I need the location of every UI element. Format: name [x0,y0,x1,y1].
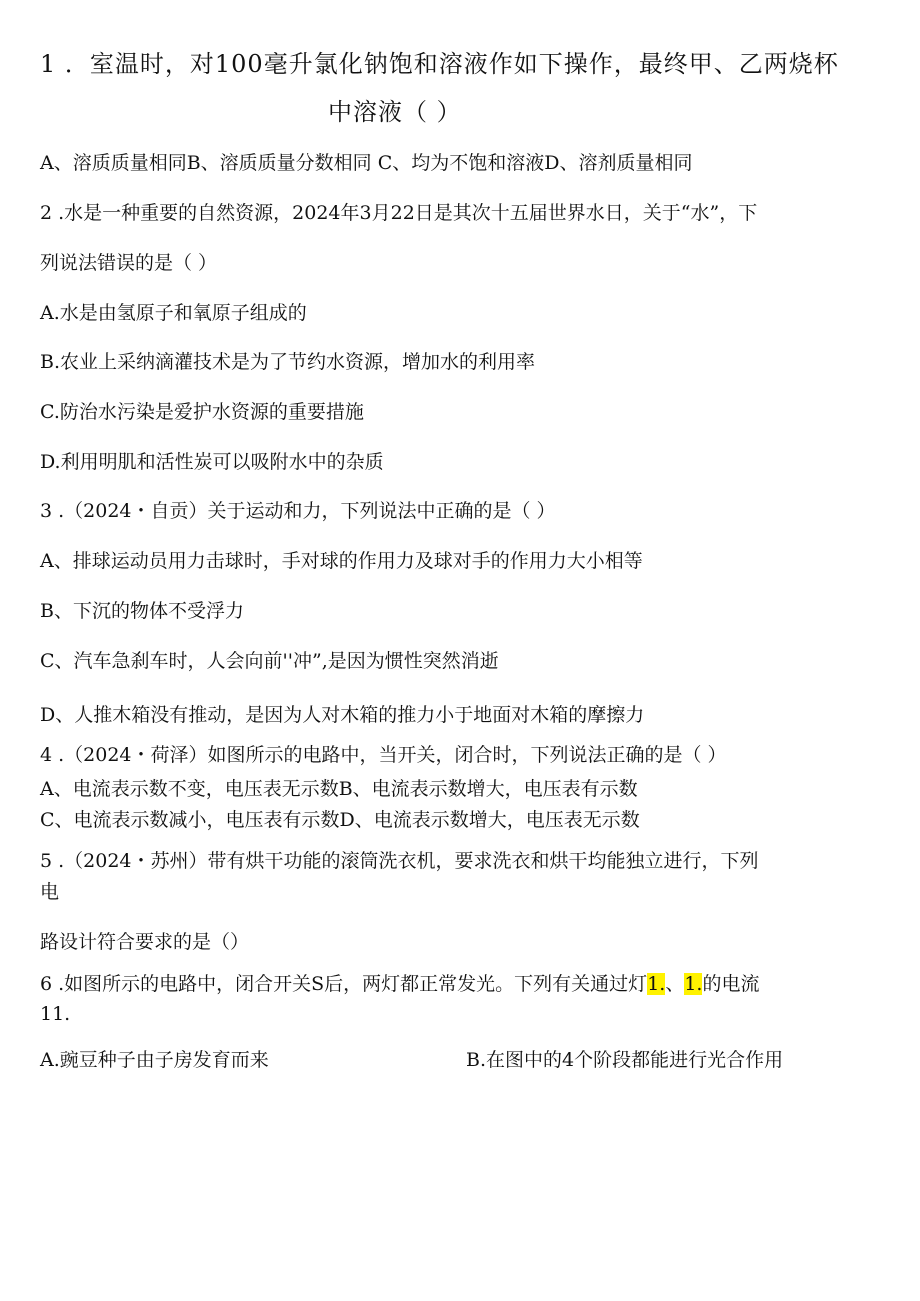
q3-option-c: C、汽车急刹车时，人会向前''冲”,是因为惯性突然消逝 [40,650,499,672]
q6-stem-line1 [40,973,760,996]
q6-stem-text: 6 .如图所示的电路中，闭合开关S后，两灯都正常发光。下列有关通过灯 [40,973,648,995]
q1-stem-line2: 中溶液（ ） [328,98,462,126]
q2-stem-line1: 2 .水是一种重要的自然资源，2024年3月22日是其次十五届世界水日，关于“水”，下 [40,202,758,224]
highlighted-text: 1. [647,973,666,995]
q1-stem-line1: 1 ．室温时，对100毫升氯化钠饱和溶液作如下操作，最终甲、乙两烧杯 [40,50,839,78]
q2-option-c: C.防治水污染是爱护水资源的重要措施 [40,401,364,423]
q6-stem-line2: 11. [40,1003,71,1025]
q7-option-b: B.在图中的4个阶段都能进行光合作用 [466,1049,784,1071]
q3-option-b: B、下沉的物体不受浮力 [40,600,244,622]
q3-option-d: D、人推木箱没有推动，是因为人对木箱的推力小于地面对木箱的摩擦力 [40,704,645,726]
q6-separator: 、 [665,973,685,995]
q5-stem-line1: 5 .（2024・苏州）带有烘干功能的滚筒洗衣机，要求洗衣和烘干均能独立进行，下列 [40,850,759,872]
q4-options-ab: A、电流表示数不变，电压表无示数B、电流表示数增大，电压表有示数 [40,778,638,800]
q5-stem-line3: 路设计符合要求的是（） [40,931,250,953]
q3-option-a: A、排球运动员用力击球时，手对球的作用力及球对手的作用力大小相等 [40,550,643,572]
q2-option-a: A.水是由氢原子和氧原子组成的 [40,302,307,324]
q5-stem-line2: 电 [40,881,60,903]
q6-stem-tail: 的电流 [702,973,760,995]
q2-stem-line2: 列说法错误的是（ ） [40,252,218,274]
q3-stem: 3 .（2024・自贡）关于运动和力，下列说法中正确的是（ ） [40,500,556,522]
q7-option-a: A.豌豆种子由子房发育而来 [40,1049,269,1071]
q2-option-d: D.利用明肌和活性炭可以吸附水中的杂质 [40,451,384,473]
q1-options: A、溶质质量相同B、溶质质量分数相同 C、均为不饱和溶液D、溶剂质量相同 [40,152,693,174]
q4-options-cd: C、电流表示数减小，电压表有示数D、电流表示数增大，电压表无示数 [40,809,640,831]
highlighted-text: 1. [684,973,703,995]
q4-stem: 4 .（2024・荷泽）如图所示的电路中，当开关，闭合时，下列说法正确的是（ ） [40,744,727,766]
q2-option-b: B.农业上采纳滴灌技术是为了节约水资源，增加水的利用率 [40,351,536,373]
